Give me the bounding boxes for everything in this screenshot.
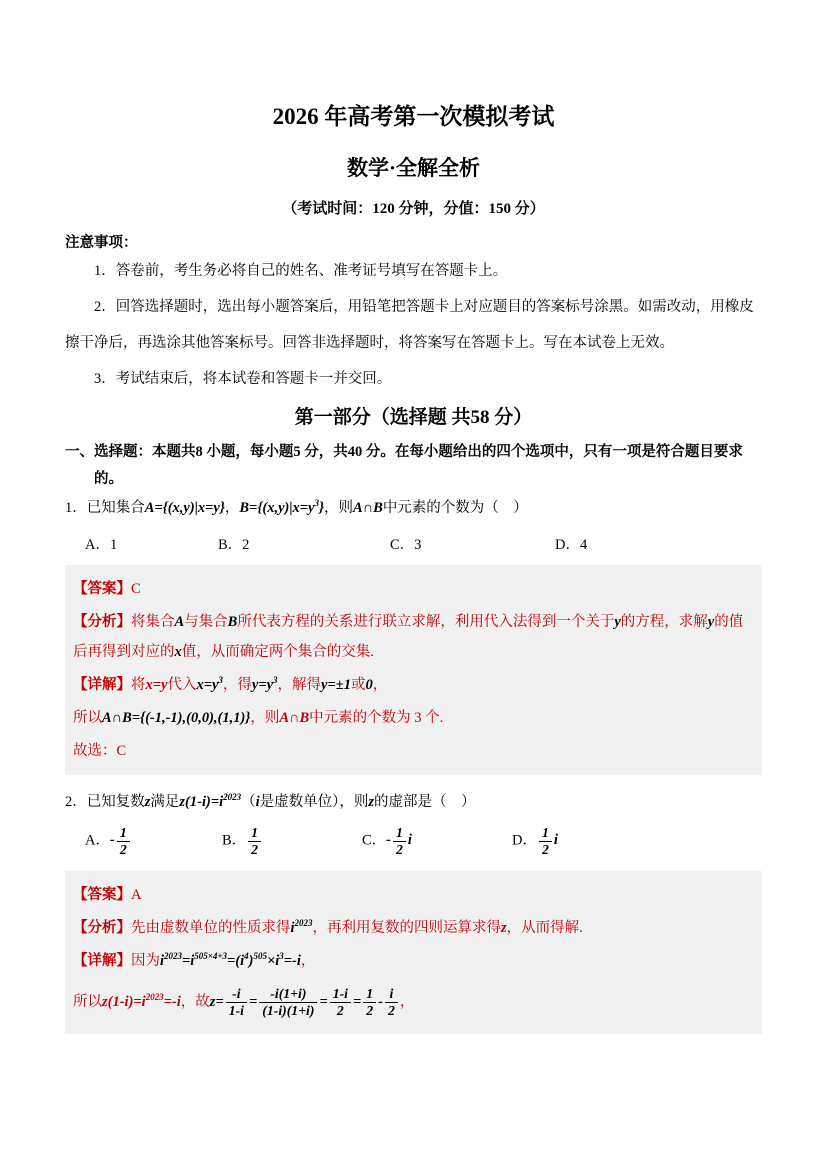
analysis-line: 【分析】先由虚数单位的性质求得$i^{2023}$，再利用复数的四则运算求得z，从而得解. xyxy=(73,918,583,936)
question-stem: 1．已知集合A={(x,y)|x=y}，$B=\{(x,y)|x=y^3\}$，则A∩B中元素的个数为（ ） xyxy=(65,498,528,516)
option-b: B．2 xyxy=(218,536,250,553)
notice-heading: 注意事项： xyxy=(65,235,138,251)
exam-meta: （考试时间：120 分钟，分值：150 分） xyxy=(282,201,545,217)
options-row xyxy=(65,821,762,861)
option-d: D． $\frac{1}{2}$ i xyxy=(512,824,558,857)
answer-line: 【答案】C xyxy=(73,581,141,597)
detail-line: 所以$z(1-i)=i^{2023}=-i$，故z= $\frac{-i}{1-i}$ = $\frac{-i(1+i)}{(1-i)(1+i)}$ = $\frac{1-i}{2}$ = $\frac{1}{2}$ - $\frac{i}{2}$ ， xyxy=(73,986,415,1019)
options-row xyxy=(65,531,762,555)
analysis-line: 【分析】将集合A与集合B所代表方程的关系进行联立求解，利用代入法得到一个关于y的方程，求解y的值后再得到对应的x值，从而确定两个集合的交集. xyxy=(73,614,744,660)
option-c: C．- $\frac{1}{2}$ i xyxy=(362,824,412,857)
option-d: D．4 xyxy=(555,536,588,553)
notice-item: 2．回答选择题时，选出每小题答案后，用铅笔把答题卡上对应题目的答案标号涂黑。如需改动，用橡皮擦干净后，再选涂其他答案标号。回答非选择题时，将答案写在答题卡上。写在本试卷上无效。 xyxy=(65,299,754,351)
notice-item: 1．答卷前，考生务必将自己的姓名、准考证号填写在答题卡上。 xyxy=(94,263,508,279)
detail-line: 【详解】因为$i^{2023}=i^{505\times 4+3}=(i^4)^{505}\times i^3=-i$， xyxy=(73,951,316,969)
part-heading: 第一部分（选择题 共58 分） xyxy=(294,407,533,428)
option-b: B． $\frac{1}{2}$ xyxy=(222,825,362,858)
question-stem: 2．已知复数z满足$z(1-i)=i^{2023}(i$是虚数单位），则z的虚部是（ ） xyxy=(65,792,476,810)
question-2 xyxy=(65,789,762,1034)
option-a: A．- $\frac{1}{2}$ xyxy=(85,825,222,858)
answer-line: 【答案】A xyxy=(73,887,142,903)
detail-line: 所以A∩B={(-1,-1),(0,0),(1,1)}，则A∩B中元素的个数为 3 个. xyxy=(73,710,444,726)
notice-item: 3．考试结束后，将本试卷和答题卡一并交回。 xyxy=(94,371,392,387)
solution-block xyxy=(65,871,762,1034)
question-1 xyxy=(65,495,762,775)
option-c: C．3 xyxy=(390,536,422,553)
section-intro: 一、选择题：本题共8 小题，每小题5 分，共40 分。在每小题给出的四个选项中，只有一项是符合题目要求的。 xyxy=(65,444,743,487)
page-title: 2026 年高考第一次模拟考试 xyxy=(272,104,555,129)
solution-block xyxy=(65,565,762,775)
detail-line: 【详解】将x=y代入$x=y^3$，得$y=y^3$，解得y=±1或0， xyxy=(73,675,388,693)
choose-line: 故选：C xyxy=(73,743,127,759)
notice-list xyxy=(65,253,762,397)
page-subtitle: 数学·全解全析 xyxy=(346,156,480,180)
option-a: A．1 xyxy=(85,536,118,553)
